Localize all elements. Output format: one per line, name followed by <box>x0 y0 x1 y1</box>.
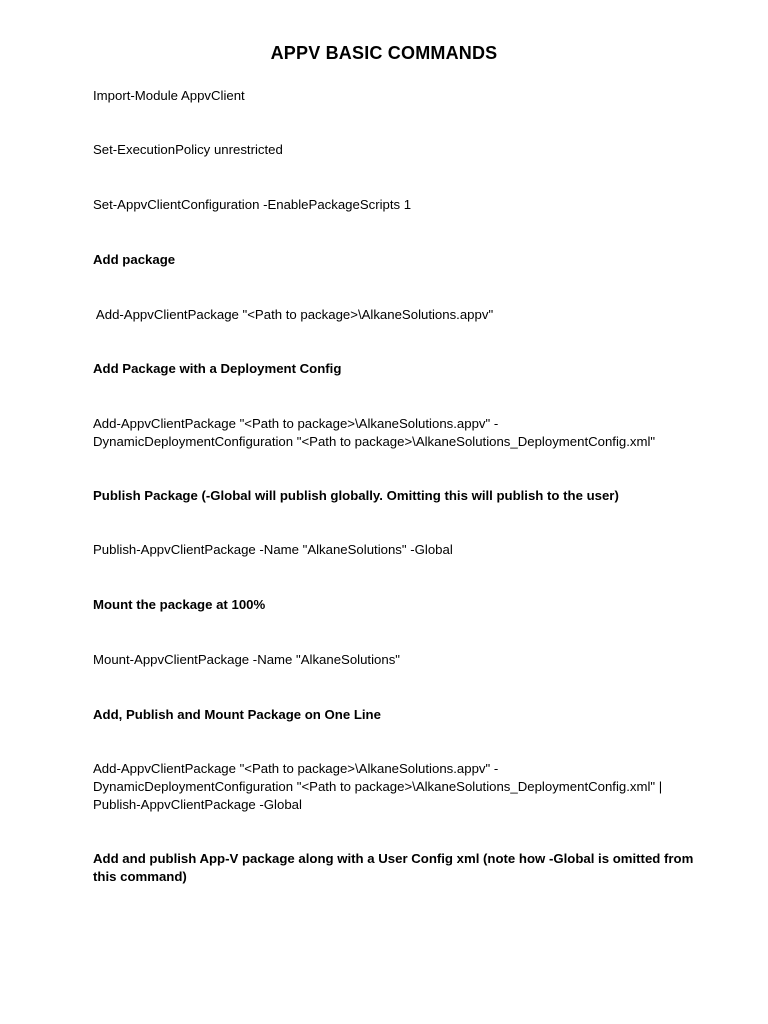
document-title: APPV BASIC COMMANDS <box>270 43 498 63</box>
command-set-client-configuration: Set-AppvClientConfiguration -EnablePackageScripts 1 <box>93 197 412 212</box>
heading-user-config-line-2: this command) <box>93 869 187 884</box>
heading-user-config-line-1: Add and publish App-V package along with a User Config xml (note how -Global is omitted from <box>93 851 694 866</box>
command-set-execution-policy: Set-ExecutionPolicy unrestricted <box>93 142 283 157</box>
command-import-module: Import-Module AppvClient <box>93 88 245 103</box>
heading-publish-package: Publish Package (-Global will publish globally. Omitting this will publish to the user) <box>93 488 619 503</box>
command-add-package: Add-AppvClientPackage "<Path to package>\AlkaneSolutions.appv" <box>93 307 494 322</box>
heading-add-publish-mount: Add, Publish and Mount Package on One Line <box>93 707 381 722</box>
heading-mount-package: Mount the package at 100% <box>93 597 266 612</box>
command-one-line-line-3: Publish-AppvClientPackage -Global <box>93 797 302 812</box>
command-one-line-line-2: DynamicDeploymentConfiguration "<Path to package>\AlkaneSolutions_DeploymentConfig.xml" | <box>93 779 663 794</box>
command-add-package-deployment-line-2: DynamicDeploymentConfiguration "<Path to package>\AlkaneSolutions_DeploymentConfig.xml" <box>93 434 656 449</box>
heading-add-package: Add package <box>93 252 176 267</box>
command-publish-package: Publish-AppvClientPackage -Name "AlkaneSolutions" -Global <box>93 542 453 557</box>
heading-add-package-deployment-config: Add Package with a Deployment Config <box>93 361 342 376</box>
command-mount-package: Mount-AppvClientPackage -Name "AlkaneSolutions" <box>93 652 400 667</box>
command-one-line-line-1: Add-AppvClientPackage "<Path to package>\AlkaneSolutions.appv" - <box>93 761 499 776</box>
command-add-package-deployment-line-1: Add-AppvClientPackage "<Path to package>\AlkaneSolutions.appv" - <box>93 416 499 431</box>
